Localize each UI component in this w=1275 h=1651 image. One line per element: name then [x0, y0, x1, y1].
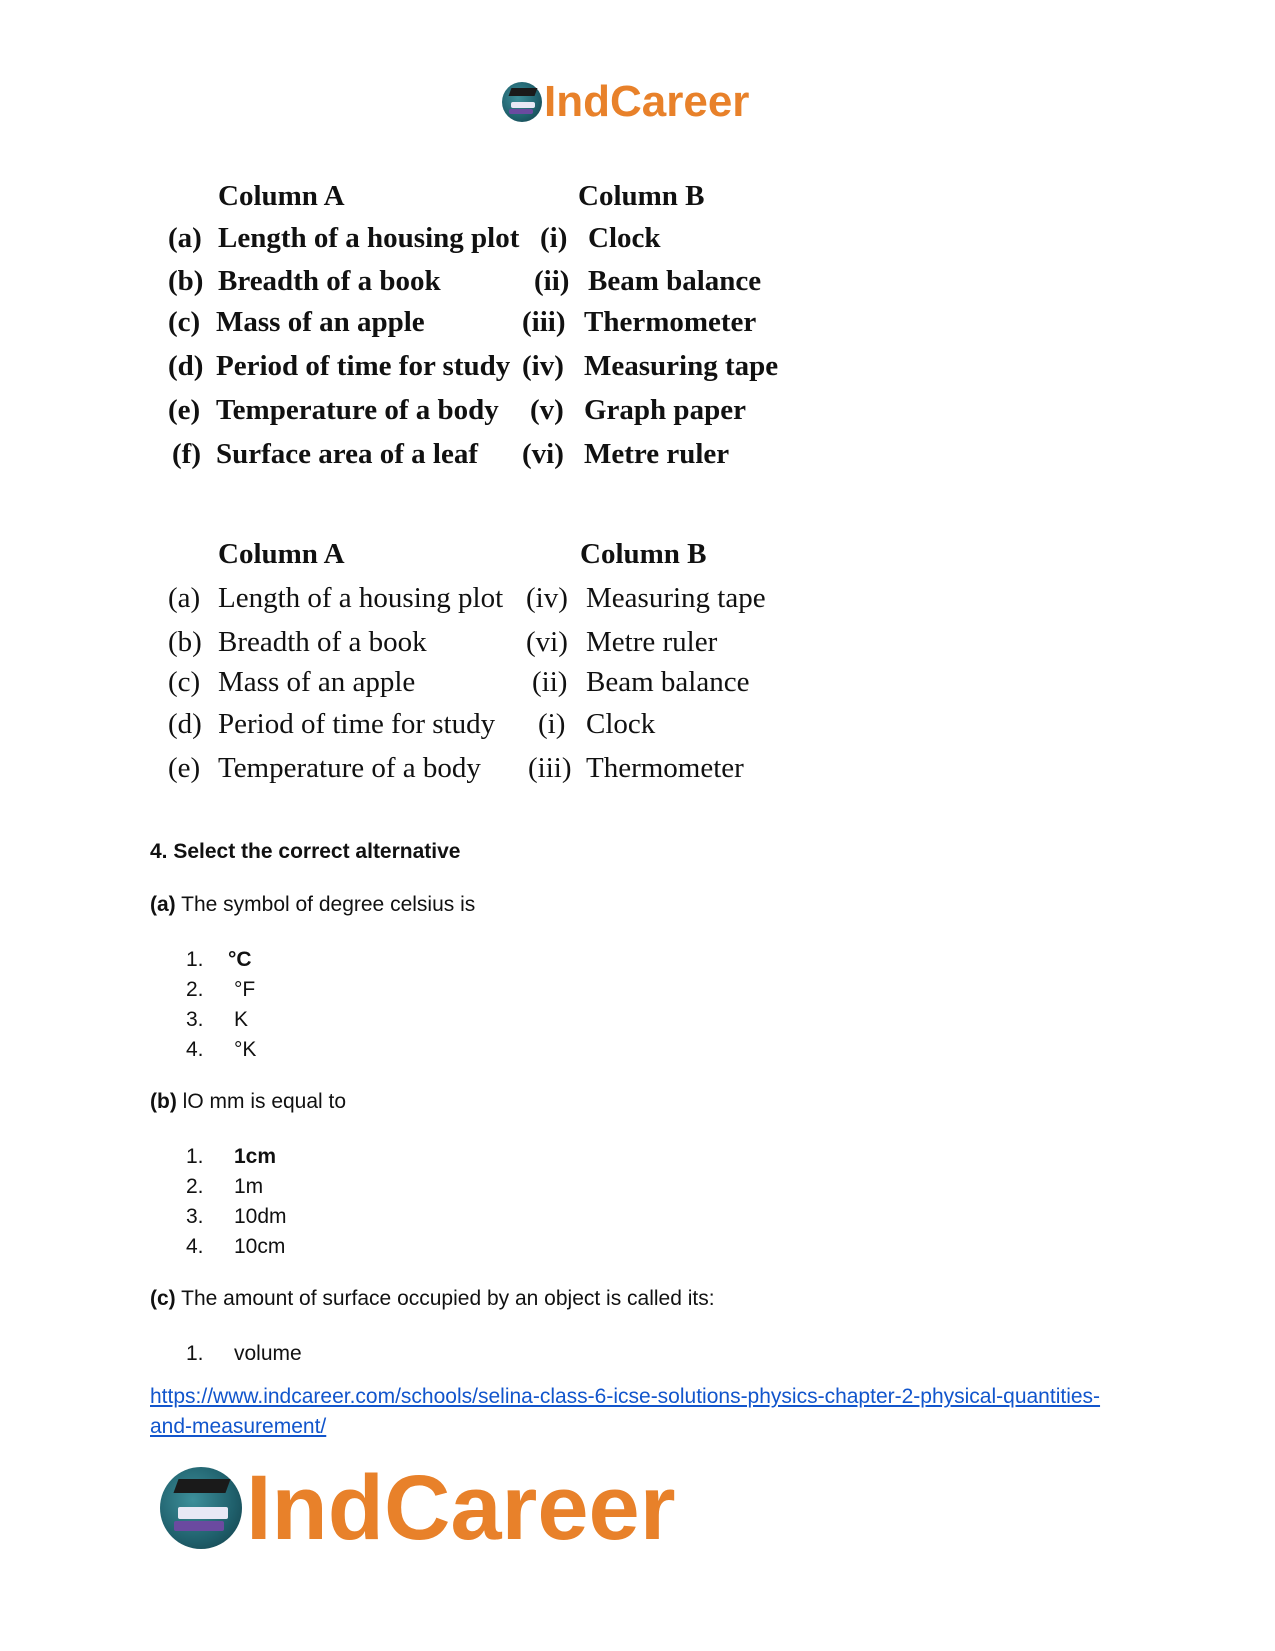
- option-text: 1cm: [234, 1145, 277, 1168]
- question-c: [150, 1287, 715, 1311]
- row-text-a: Mass of an apple: [216, 306, 425, 338]
- question-label: (c): [150, 1287, 176, 1310]
- option-text: °F: [234, 978, 256, 1001]
- question-b: [150, 1090, 346, 1114]
- source-link[interactable]: https://www.indcareer.com/schools/selina-class-6-icse-solutions-physics-chapter-2-physical-quantities-and-measurement/: [150, 1385, 1101, 1438]
- row-key-b: (ii): [532, 666, 568, 698]
- list-item: 1. volume: [186, 1342, 302, 1372]
- column-b-header: Column B: [578, 180, 705, 212]
- row-text-a: Temperature of a body: [218, 752, 481, 784]
- row-key-b: (vi): [526, 626, 568, 658]
- row-text-a: Length of a housing plot: [218, 582, 504, 614]
- column-a-header: Column A: [218, 180, 345, 212]
- graduation-globe-icon: [160, 1467, 242, 1549]
- options-list-a: [186, 948, 256, 1068]
- row-text-b: Measuring tape: [586, 582, 766, 614]
- list-item: 1. 1cm: [186, 1145, 287, 1175]
- list-item: 2. °F: [186, 978, 256, 1008]
- row-text-b: Metre ruler: [584, 438, 730, 470]
- row-key-a: (d): [168, 350, 204, 382]
- list-item: 4. 10cm: [186, 1235, 287, 1265]
- row-text-b: Measuring tape: [584, 350, 779, 382]
- logo-wordmark: IndCareer: [544, 77, 750, 126]
- list-item: 3. K: [186, 1008, 256, 1038]
- question-label: (a): [150, 893, 176, 916]
- row-text-b: Clock: [588, 222, 661, 254]
- option-text: °C: [228, 948, 252, 971]
- row-key-b: (i): [538, 708, 566, 740]
- row-key-b: (iv): [522, 350, 564, 382]
- row-text-b: Clock: [586, 708, 656, 740]
- row-key-a: (e): [168, 394, 201, 426]
- question-label: (b): [150, 1090, 177, 1113]
- row-key-b: (i): [540, 222, 568, 254]
- row-key-b: (ii): [534, 265, 570, 297]
- row-key-b: (iii): [528, 752, 572, 784]
- question-text: lO mm is equal to: [176, 1090, 347, 1113]
- indcareer-logo-top: [502, 77, 750, 126]
- graduation-globe-icon: [502, 82, 542, 122]
- row-text-b: Metre ruler: [586, 626, 718, 658]
- row-text-a: Period of time for study: [218, 708, 496, 740]
- list-item: 4. °K: [186, 1038, 256, 1068]
- options-list-b: [186, 1145, 287, 1265]
- option-text: 1m: [234, 1175, 264, 1198]
- row-key-a: (d): [168, 708, 202, 740]
- row-key-b: (v): [530, 394, 564, 426]
- row-key-b: (iv): [526, 582, 568, 614]
- options-list-c: [186, 1342, 302, 1372]
- question-text: The amount of surface occupied by an object is called its:: [175, 1287, 715, 1310]
- row-key-a: (c): [168, 306, 201, 338]
- row-text-b: Beam balance: [586, 666, 750, 698]
- indcareer-logo-bottom: [160, 1457, 676, 1559]
- row-key-a: (b): [168, 626, 202, 658]
- row-key-b: (vi): [522, 438, 564, 470]
- column-a-header: Column A: [218, 538, 345, 570]
- row-key-a: (a): [168, 222, 202, 254]
- question-a: [150, 893, 475, 917]
- option-text: 10dm: [234, 1205, 287, 1228]
- option-text: K: [234, 1008, 249, 1031]
- row-text-b: Graph paper: [584, 394, 746, 426]
- row-text-a: Temperature of a body: [216, 394, 499, 426]
- row-key-a: (f): [172, 438, 201, 470]
- row-text-a: Surface area of a leaf: [216, 438, 478, 470]
- row-text-a: Length of a housing plot: [218, 222, 520, 254]
- section-heading: 4. Select the correct alternative: [150, 840, 461, 863]
- column-b-header: Column B: [580, 538, 707, 570]
- option-text: °K: [234, 1038, 257, 1061]
- list-item: 2. 1m: [186, 1175, 287, 1205]
- row-key-a: (c): [168, 666, 201, 698]
- row-text-b: Beam balance: [588, 265, 762, 297]
- row-key-b: (iii): [522, 306, 566, 338]
- row-text-a: Period of time for study: [216, 350, 511, 382]
- logo-wordmark: IndCareer: [246, 1457, 676, 1559]
- list-item: 3. 10dm: [186, 1205, 287, 1235]
- question-text: The symbol of degree celsius is: [175, 893, 476, 916]
- row-key-a: (e): [168, 752, 201, 784]
- option-text: volume: [234, 1342, 302, 1365]
- row-text-b: Thermometer: [584, 306, 757, 338]
- row-text-a: Mass of an apple: [218, 666, 416, 698]
- option-text: 10cm: [234, 1235, 286, 1258]
- list-item: 1. °C: [186, 948, 256, 978]
- row-key-a: (b): [168, 265, 204, 297]
- row-text-a: Breadth of a book: [218, 265, 441, 297]
- row-text-b: Thermometer: [586, 752, 744, 784]
- row-text-a: Breadth of a book: [218, 626, 427, 658]
- row-key-a: (a): [168, 582, 201, 614]
